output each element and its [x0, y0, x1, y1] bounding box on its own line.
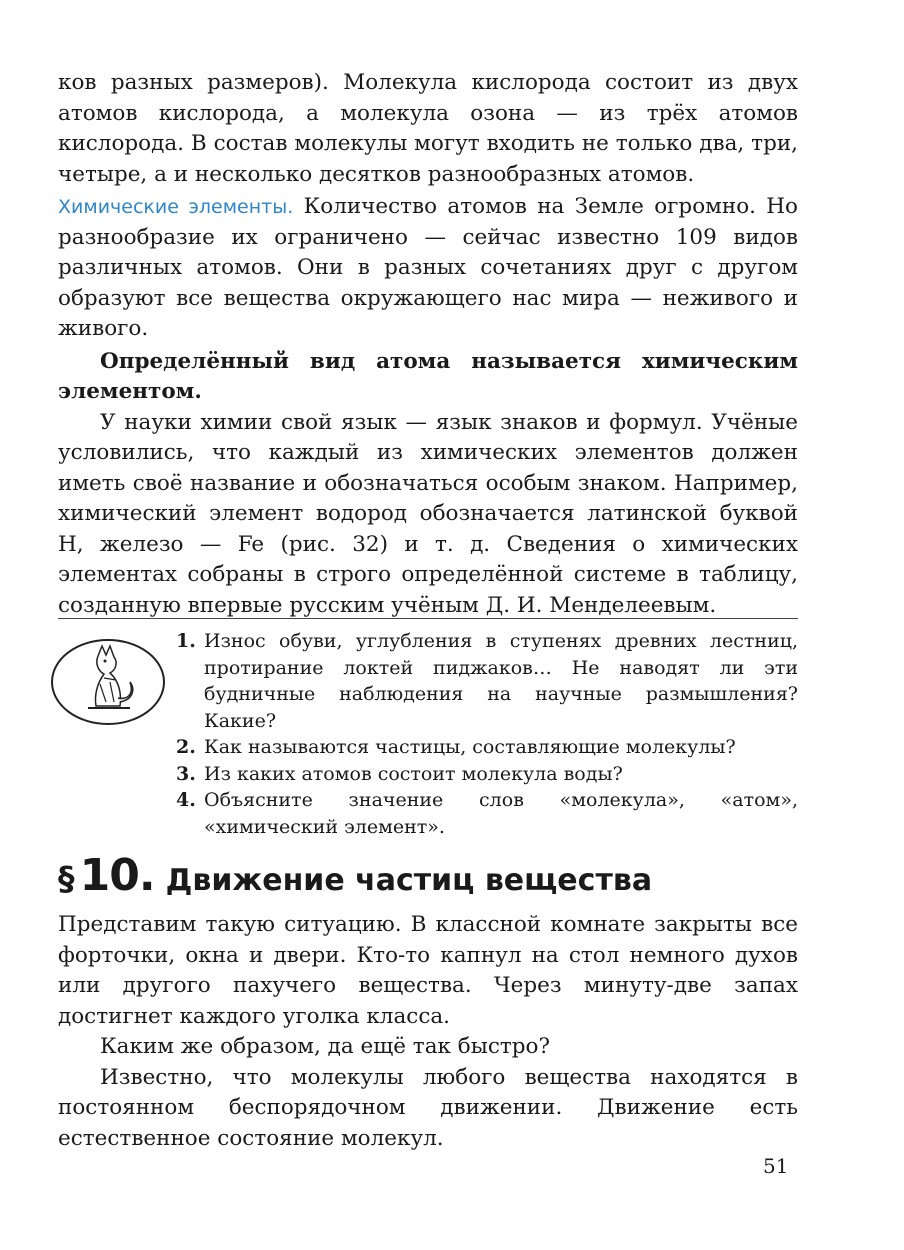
section-number: 10. — [79, 850, 155, 901]
term-chemical-elements: Химические элементы. — [58, 196, 294, 218]
paragraph-molecule-composition: ков разных размеров). Молекула кислорода состоит из двух атомов кислорода, а молекула озона — из трёх атомов кислорода. В состав молекулы могут входить не только два, три, четыре, а и несколько десятков разнообразных атомов. — [58, 70, 798, 187]
section-title: Движение частиц вещества — [165, 863, 653, 898]
paragraph-chemical-elements — [58, 192, 798, 345]
question-item: 3. Из каких атомов состоит молекула воды? — [176, 762, 623, 785]
fox-icon — [48, 636, 168, 728]
section-divider — [58, 618, 798, 619]
question-item: 2. Как называются частицы, составляющие молекулы? — [176, 736, 736, 758]
section-sign: § — [58, 859, 75, 898]
definition-chemical-element: Определённый вид атома называется химическим элементом. — [58, 348, 798, 404]
paragraph-situation: Представим такую ситуацию. В классной комнате закрыты все форточки, окна и двери. Кто-то капнул на стол немного духов или другого пахучего вещества. Через минуту-две запах достигнет каждого уголка класса. — [58, 912, 798, 1029]
section-heading — [58, 850, 652, 901]
question-item: 1. Износ обуви, углубления в ступенях древних лестниц, протирание локтей пиджаков… Не наводят ли эти будничные наблюдения на научные размышления? Какие? — [176, 630, 798, 732]
top-text-block — [58, 68, 798, 621]
paragraph-molecule-motion: Известно, что молекулы любого вещества находятся в постоянном беспорядочном движении. Движение есть естественное состояние молекул. — [58, 1064, 798, 1151]
question-item: 4. Объясните значение слов «молекула», «атом», «химический элемент». — [176, 789, 798, 838]
page-number: 51 — [763, 1154, 789, 1178]
review-questions — [176, 628, 798, 840]
bottom-text-block — [58, 910, 798, 1154]
paragraph-chemistry-language: У науки химии свой язык — язык знаков и формул. Учёные условились, что каждый из химических элементов должен иметь своё название и обозначаться особым знаком. Например, химический элемент водород обозначается латинской буквой H, железо — Fe (рис. 32) и т. д. Сведения о химических элементах собраны в строго определённой системе в таблицу, созданную впервые русским учёным Д. И. Менделеевым. — [58, 409, 798, 618]
paragraph-chemical-elements-text: Количество атомов на Земле огромно. Но разнообразие их ограничено — сейчас известно 109 видов различных атомов. Они в разных сочетаниях друг с другом образуют все вещества окружающего нас мира — неживого и живого. — [58, 194, 798, 341]
paragraph-question: Каким же образом, да ещё так быстро? — [100, 1034, 551, 1059]
